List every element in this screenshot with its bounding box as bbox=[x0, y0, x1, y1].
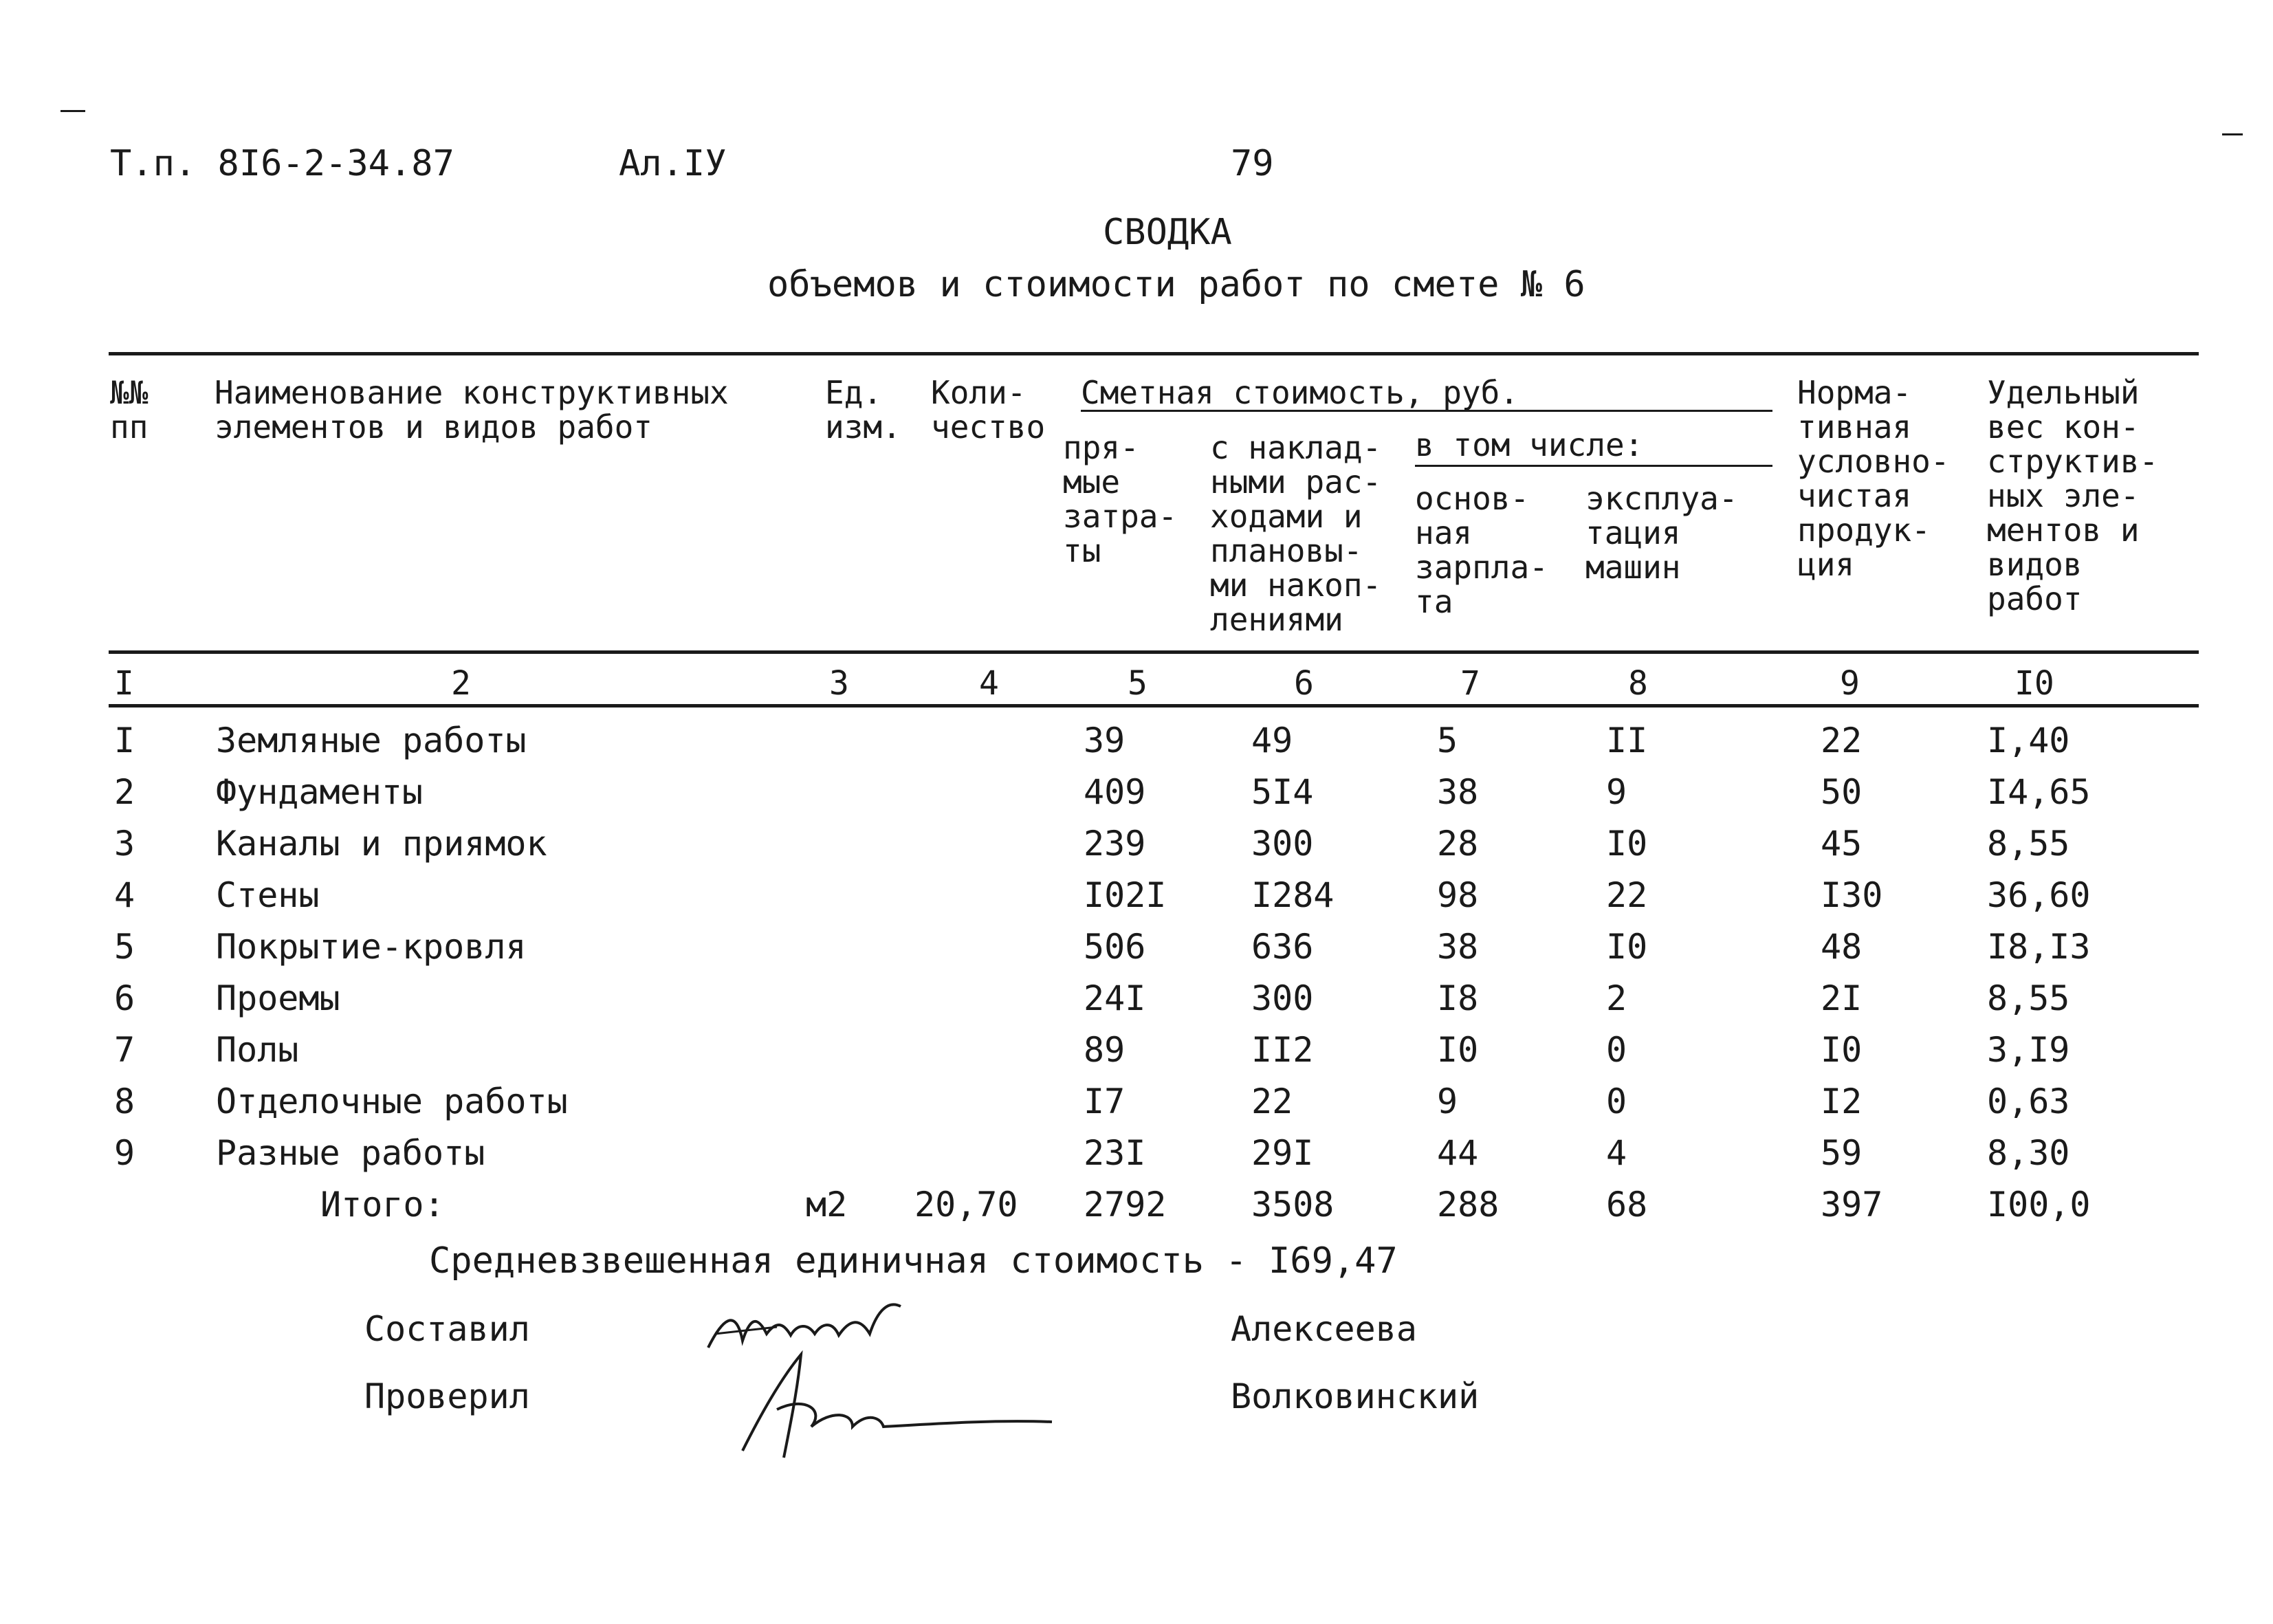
row-share: 36,60 bbox=[1987, 875, 2091, 915]
row-salary: 38 bbox=[1437, 772, 1479, 812]
table-row bbox=[0, 1128, 2273, 1178]
total-direct: 2792 bbox=[1084, 1185, 1167, 1225]
row-share: 8,55 bbox=[1987, 824, 2070, 864]
row-name: Полы bbox=[216, 1030, 299, 1070]
row-num: 9 bbox=[114, 1133, 135, 1173]
column-number: 4 bbox=[979, 664, 999, 703]
row-num: 4 bbox=[114, 875, 135, 915]
column-number: I bbox=[114, 664, 134, 703]
row-num: 8 bbox=[114, 1082, 135, 1121]
row-normative: 22 bbox=[1821, 721, 1863, 760]
row-overhead: II2 bbox=[1251, 1030, 1314, 1070]
row-salary: 5 bbox=[1437, 721, 1458, 760]
row-num: 5 bbox=[114, 927, 135, 967]
header-normative: Норма- тивная условно- чистая продук- ция bbox=[1797, 374, 1950, 583]
row-overhead: 636 bbox=[1251, 927, 1314, 967]
total-share: I00,0 bbox=[1987, 1185, 2091, 1225]
row-share: 0,63 bbox=[1987, 1082, 2070, 1121]
row-normative: 59 bbox=[1821, 1133, 1863, 1173]
row-share: 3,I9 bbox=[1987, 1030, 2070, 1070]
header-share: Удельный вес кон- структив- ных эле- ментов и видов работ bbox=[1987, 374, 2159, 617]
header-incl: в том числе: bbox=[1415, 426, 1644, 463]
row-share: I8,I3 bbox=[1987, 927, 2091, 967]
header-overhead: с наклад- ными рас- ходами и плановы- ми накоп- лениями bbox=[1210, 429, 1382, 638]
document-reference: Т.п. 8I6-2-34.87 bbox=[110, 143, 454, 184]
column-number: 8 bbox=[1628, 664, 1648, 703]
row-num: 6 bbox=[114, 978, 135, 1018]
row-normative: 45 bbox=[1821, 824, 1863, 864]
row-normative: 2I bbox=[1821, 978, 1863, 1018]
row-direct: 239 bbox=[1084, 824, 1146, 864]
total-salary: 288 bbox=[1437, 1185, 1500, 1225]
table-row bbox=[0, 973, 2273, 1024]
row-num: 3 bbox=[114, 824, 135, 864]
total-qty: 20,70 bbox=[914, 1185, 1018, 1225]
row-name: Проемы bbox=[216, 978, 340, 1018]
row-salary: 38 bbox=[1437, 927, 1479, 967]
row-overhead: 29I bbox=[1251, 1133, 1314, 1173]
row-direct: 89 bbox=[1084, 1030, 1125, 1070]
total-label: Итого: bbox=[320, 1185, 445, 1225]
table-row bbox=[0, 767, 2273, 818]
row-salary: 9 bbox=[1437, 1082, 1458, 1121]
header-machines: эксплуа- тация машин bbox=[1585, 480, 1738, 586]
checked-by-label: Проверил bbox=[364, 1376, 530, 1416]
row-name: Отделочные работы bbox=[216, 1082, 568, 1121]
row-name: Разные работы bbox=[216, 1133, 485, 1173]
row-overhead: 300 bbox=[1251, 978, 1314, 1018]
row-normative: 50 bbox=[1821, 772, 1863, 812]
row-name: Земляные работы bbox=[216, 721, 527, 760]
album-number: Ал.IУ bbox=[619, 143, 727, 184]
row-direct: I7 bbox=[1084, 1082, 1125, 1121]
header-unit: Ед. изм. bbox=[825, 374, 901, 446]
scan-mark bbox=[2222, 133, 2243, 135]
row-normative: I2 bbox=[1821, 1082, 1863, 1121]
row-overhead: I284 bbox=[1251, 875, 1335, 915]
row-salary: 28 bbox=[1437, 824, 1479, 864]
row-machines: I0 bbox=[1606, 927, 1648, 967]
document-subtitle: объемов и стоимости работ по смете № 6 bbox=[767, 264, 1585, 305]
header-cost-group: Сметная стоимость, руб. bbox=[1081, 374, 1519, 411]
table-row bbox=[0, 715, 2273, 766]
row-machines: 2 bbox=[1606, 978, 1627, 1018]
row-overhead: 5I4 bbox=[1251, 772, 1314, 812]
row-name: Каналы и приямок bbox=[216, 824, 547, 864]
scan-mark bbox=[61, 110, 85, 112]
row-salary: 44 bbox=[1437, 1133, 1479, 1173]
checker-signature bbox=[736, 1348, 1066, 1464]
column-number: 6 bbox=[1294, 664, 1314, 703]
row-name: Фундаменты bbox=[216, 772, 424, 812]
header-bottom-rule bbox=[109, 650, 2199, 654]
row-direct: 409 bbox=[1084, 772, 1146, 812]
row-name: Стены bbox=[216, 875, 320, 915]
header-salary: основ- ная зарпла- та bbox=[1415, 480, 1548, 620]
row-num: I bbox=[114, 721, 135, 760]
header-name: Наименование конструктивных элементов и видов работ bbox=[215, 374, 729, 446]
column-number: 7 bbox=[1460, 664, 1480, 703]
row-direct: 39 bbox=[1084, 721, 1125, 760]
row-salary: I0 bbox=[1437, 1030, 1479, 1070]
page-number: 79 bbox=[1231, 143, 1274, 184]
row-machines: I0 bbox=[1606, 824, 1648, 864]
document-title: СВОДКА bbox=[1103, 212, 1232, 253]
row-machines: 0 bbox=[1606, 1030, 1627, 1070]
row-normative: 48 bbox=[1821, 927, 1863, 967]
header-qty: Коли- чество bbox=[931, 374, 1046, 446]
table-top-rule bbox=[109, 352, 2199, 355]
total-unit: м2 bbox=[806, 1185, 848, 1225]
column-number: 3 bbox=[829, 664, 849, 703]
table-row bbox=[0, 1024, 2273, 1075]
row-salary: I8 bbox=[1437, 978, 1479, 1018]
row-direct: 24I bbox=[1084, 978, 1146, 1018]
row-machines: 0 bbox=[1606, 1082, 1627, 1121]
header-direct: пря- мые затра- ты bbox=[1063, 429, 1178, 569]
row-overhead: 300 bbox=[1251, 824, 1314, 864]
row-overhead: 49 bbox=[1251, 721, 1293, 760]
row-direct: 23I bbox=[1084, 1133, 1146, 1173]
row-share: 8,30 bbox=[1987, 1133, 2070, 1173]
row-machines: II bbox=[1606, 721, 1648, 760]
row-salary: 98 bbox=[1437, 875, 1479, 915]
row-direct: I02I bbox=[1084, 875, 1167, 915]
row-name: Покрытие-кровля bbox=[216, 927, 527, 967]
row-machines: 9 bbox=[1606, 772, 1627, 812]
total-normative: 397 bbox=[1821, 1185, 1883, 1225]
table-row bbox=[0, 1076, 2273, 1127]
row-share: I4,65 bbox=[1987, 772, 2091, 812]
row-normative: I0 bbox=[1821, 1030, 1863, 1070]
column-number: 5 bbox=[1128, 664, 1148, 703]
column-number: I0 bbox=[2014, 664, 2054, 703]
column-number: 2 bbox=[451, 664, 471, 703]
row-machines: 22 bbox=[1606, 875, 1648, 915]
row-share: 8,55 bbox=[1987, 978, 2070, 1018]
column-number-rule bbox=[109, 704, 2199, 707]
row-normative: I30 bbox=[1821, 875, 1883, 915]
checked-by-name: Волковинский bbox=[1231, 1376, 1480, 1416]
row-num: 2 bbox=[114, 772, 135, 812]
total-row bbox=[0, 1179, 2273, 1230]
row-share: I,40 bbox=[1987, 721, 2070, 760]
row-overhead: 22 bbox=[1251, 1082, 1293, 1121]
average-unit-cost: Средневзвешенная единичная стоимость - I69,47 bbox=[429, 1240, 1398, 1282]
row-machines: 4 bbox=[1606, 1133, 1627, 1173]
total-overhead: 3508 bbox=[1251, 1185, 1335, 1225]
row-direct: 506 bbox=[1084, 927, 1146, 967]
incl-underline bbox=[1415, 465, 1772, 467]
compiled-by-label: Составил bbox=[364, 1309, 530, 1349]
table-row bbox=[0, 921, 2273, 972]
compiled-by-name: Алексеева bbox=[1231, 1309, 1417, 1349]
header-num: №№ пп bbox=[110, 374, 149, 446]
table-row bbox=[0, 870, 2273, 921]
total-machines: 68 bbox=[1606, 1185, 1648, 1225]
row-num: 7 bbox=[114, 1030, 135, 1070]
column-number: 9 bbox=[1840, 664, 1860, 703]
table-row bbox=[0, 818, 2273, 869]
